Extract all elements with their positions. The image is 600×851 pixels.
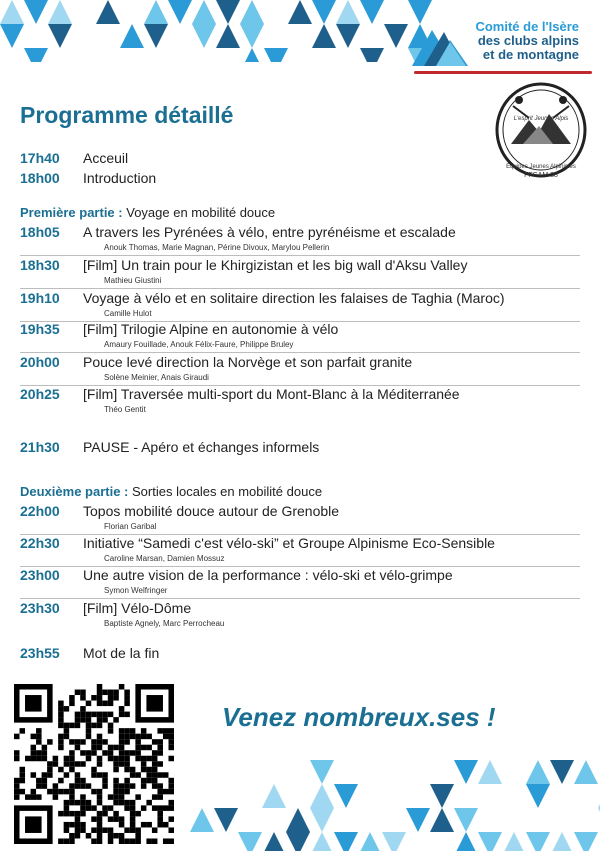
section-heading-part1 <box>20 205 275 220</box>
decorative-triangle <box>144 24 168 48</box>
decorative-triangle <box>336 48 360 62</box>
item-talk: Une autre vision de la performance : vélo-ski et vélo-grimpe <box>83 567 453 583</box>
item-time: 18h05 <box>20 224 60 240</box>
decorative-triangle <box>526 784 550 808</box>
item-time: 22h00 <box>20 503 60 519</box>
item-talk: Acceuil <box>83 150 129 166</box>
decorative-triangle <box>454 808 478 832</box>
item-time: 23h55 <box>20 645 60 661</box>
item-speakers: Caroline Marsan, Damien Mossuz <box>104 554 225 563</box>
decorative-triangle <box>190 808 214 832</box>
decorative-triangle <box>550 784 574 808</box>
divider <box>20 255 580 256</box>
decorative-triangle <box>406 784 430 808</box>
decorative-triangle <box>360 48 384 62</box>
comite-isere-logo <box>410 8 595 78</box>
decorative-triangle <box>288 48 312 62</box>
item-time: 19h35 <box>20 321 60 337</box>
org-line3: et de montagne <box>482 47 579 62</box>
decorative-triangle <box>144 0 168 24</box>
decorative-triangle <box>310 832 334 851</box>
decorative-triangle <box>526 808 550 832</box>
item-speakers: Camille Hulot <box>104 309 152 318</box>
decorative-triangle <box>550 760 574 784</box>
decorative-triangle <box>120 24 144 48</box>
decorative-triangle <box>502 832 526 851</box>
decorative-triangle <box>502 808 526 832</box>
decorative-triangle <box>0 0 24 24</box>
decorative-triangle <box>384 24 408 48</box>
call-to-action: Venez nombreux.ses ! <box>222 702 496 732</box>
decorative-triangle <box>96 24 120 48</box>
item-time: 23h00 <box>20 567 60 583</box>
item-speakers: Anouk Thomas, Marie Magnan, Périne Divoux, Marylou Pellerin <box>104 243 330 252</box>
item-time: 22h30 <box>20 535 60 551</box>
item-talk: [Film] Traversée multi-sport du Mont-Blanc à la Méditerranée <box>83 386 460 402</box>
decorative-triangle <box>262 784 286 808</box>
decorative-triangle <box>288 24 312 48</box>
decorative-triangle <box>312 24 336 48</box>
decorative-triangle <box>216 0 240 24</box>
decorative-triangle <box>312 0 336 24</box>
decorative-triangle <box>478 760 502 784</box>
item-talk: Mot de la fin <box>83 645 160 661</box>
section-heading-part2 <box>20 484 322 499</box>
decorative-triangle <box>478 832 502 851</box>
org-name <box>475 20 579 62</box>
decorative-triangle <box>0 24 24 48</box>
decorative-triangle <box>336 0 360 24</box>
divider <box>20 598 580 599</box>
decorative-triangle <box>454 760 478 784</box>
decorative-triangle <box>96 0 120 24</box>
org-line2: des clubs alpins <box>477 33 579 48</box>
decorative-triangle <box>192 0 216 24</box>
decorative-triangle <box>120 0 144 24</box>
club-badge <box>493 82 589 194</box>
part2-label: Deuxième partie : <box>20 484 129 499</box>
item-talk: Voyage à vélo et en solitaire direction les falaises de Taghia (Maroc) <box>83 290 505 306</box>
decorative-triangle <box>262 832 286 851</box>
decorative-triangle <box>406 760 430 784</box>
decorative-triangle <box>288 0 312 24</box>
item-speakers: Théo Gentit <box>104 405 146 414</box>
decorative-triangle <box>358 784 382 808</box>
decorative-triangle <box>574 808 598 832</box>
decorative-triangle <box>430 832 454 851</box>
decorative-triangle <box>168 0 192 24</box>
decorative-triangle <box>214 808 238 832</box>
decorative-triangle <box>216 24 240 48</box>
item-talk: [Film] Trilogie Alpine en autonomie à vélo <box>83 321 339 337</box>
item-time: 18h30 <box>20 257 60 273</box>
item-speakers: Mathieu Giustini <box>104 276 162 285</box>
decorative-triangle <box>358 760 382 784</box>
qr-code-icon[interactable] <box>14 684 174 844</box>
item-talk: [Film] Vélo-Dôme <box>83 600 192 616</box>
badge-code: FFCAM 38 <box>524 172 558 179</box>
decorative-triangle <box>310 784 334 808</box>
decorative-triangle <box>264 0 288 24</box>
decorative-triangle <box>406 808 430 832</box>
item-talk: PAUSE - Apéro et échanges informels <box>83 439 320 455</box>
badge-name: Equipes Jeunes Alpinistes <box>506 164 576 170</box>
item-talk: Introduction <box>83 170 157 186</box>
item-speakers: Amaury Fouillade, Anouk Félix-Faure, Philippe Bruley <box>104 340 294 349</box>
brand-underline <box>414 71 592 74</box>
decorative-triangle <box>240 0 264 24</box>
decorative-triangle <box>526 760 550 784</box>
decorative-triangle <box>240 48 264 62</box>
decorative-triangle <box>334 784 358 808</box>
decorative-triangle <box>310 760 334 784</box>
decorative-triangle <box>24 24 48 48</box>
decorative-triangle <box>358 808 382 832</box>
decorative-triangle <box>24 48 48 62</box>
decorative-triangle <box>430 808 454 832</box>
decorative-triangle <box>334 832 358 851</box>
part1-label: Première partie : <box>20 205 123 220</box>
item-talk: Initiative “Samedi c'est vélo-ski” et Groupe Alpinisme Eco-Sensible <box>83 535 495 551</box>
decorative-triangle <box>478 808 502 832</box>
decorative-triangle <box>526 832 550 851</box>
badge-script: L'esprit Jeunes Alpis <box>513 116 569 122</box>
item-time: 23h30 <box>20 600 60 616</box>
part1-theme: Voyage en mobilité douce <box>126 205 276 220</box>
item-talk: [Film] Un train pour le Khirgizistan et les big wall d'Aksu Valley <box>83 257 468 273</box>
decorative-triangle <box>72 24 96 48</box>
item-time: 18h00 <box>20 170 60 186</box>
decorative-triangle <box>190 832 214 851</box>
decorative-triangle <box>336 24 360 48</box>
item-time: 20h00 <box>20 354 60 370</box>
decorative-triangle <box>574 832 598 851</box>
page-title: Programme détaillé <box>20 102 234 128</box>
part2-theme: Sorties locales en mobilité douce <box>132 484 323 499</box>
decorative-triangle <box>430 784 454 808</box>
decorative-triangle <box>192 24 216 48</box>
item-speakers: Florian Garibal <box>104 522 157 531</box>
decorative-triangle <box>264 48 288 62</box>
decorative-triangle <box>240 24 264 48</box>
org-line1: Comité de l'Isère <box>475 19 579 34</box>
item-time: 19h10 <box>20 290 60 306</box>
decorative-triangle <box>310 808 334 832</box>
decorative-triangle <box>24 0 48 24</box>
decorative-triangle <box>406 832 430 851</box>
decorative-triangle <box>214 832 238 851</box>
item-time: 20h25 <box>20 386 60 402</box>
decorative-triangle <box>382 832 406 851</box>
decorative-triangle <box>360 0 384 24</box>
decorative-triangle <box>286 808 310 832</box>
decorative-triangle <box>382 808 406 832</box>
decorative-triangle <box>286 760 310 784</box>
decorative-triangle <box>550 832 574 851</box>
decorative-triangle <box>238 808 262 832</box>
item-talk: Pouce levé direction la Norvège et son parfait granite <box>83 354 413 370</box>
decorative-triangle <box>454 784 478 808</box>
item-time: 17h40 <box>20 150 60 166</box>
decorative-triangle <box>72 0 96 24</box>
item-speakers: Symon Welfringer <box>104 586 168 595</box>
decorative-triangle <box>214 784 238 808</box>
decorative-triangle <box>574 760 598 784</box>
item-talk: A travers les Pyrénées à vélo, entre pyrénéisme et escalade <box>83 224 456 240</box>
decorative-triangle <box>384 0 408 24</box>
decorative-triangle <box>48 0 72 24</box>
item-talk: Topos mobilité douce autour de Grenoble <box>83 503 340 519</box>
mountain-logo-icon <box>410 22 470 68</box>
decorative-triangle <box>48 24 72 48</box>
decorative-triangle <box>286 832 310 851</box>
divider <box>20 288 580 289</box>
item-speakers: Baptiste Agnely, Marc Perrocheau <box>104 619 225 628</box>
divider <box>20 352 580 353</box>
item-time: 21h30 <box>20 439 60 455</box>
decorative-triangle <box>264 24 288 48</box>
decorative-triangle <box>238 832 262 851</box>
decorative-triangle <box>358 832 382 851</box>
decorative-triangle <box>262 808 286 832</box>
item-speakers: Solène Meinier, Anais Giraudi <box>104 373 209 382</box>
decorative-triangle <box>454 832 478 851</box>
